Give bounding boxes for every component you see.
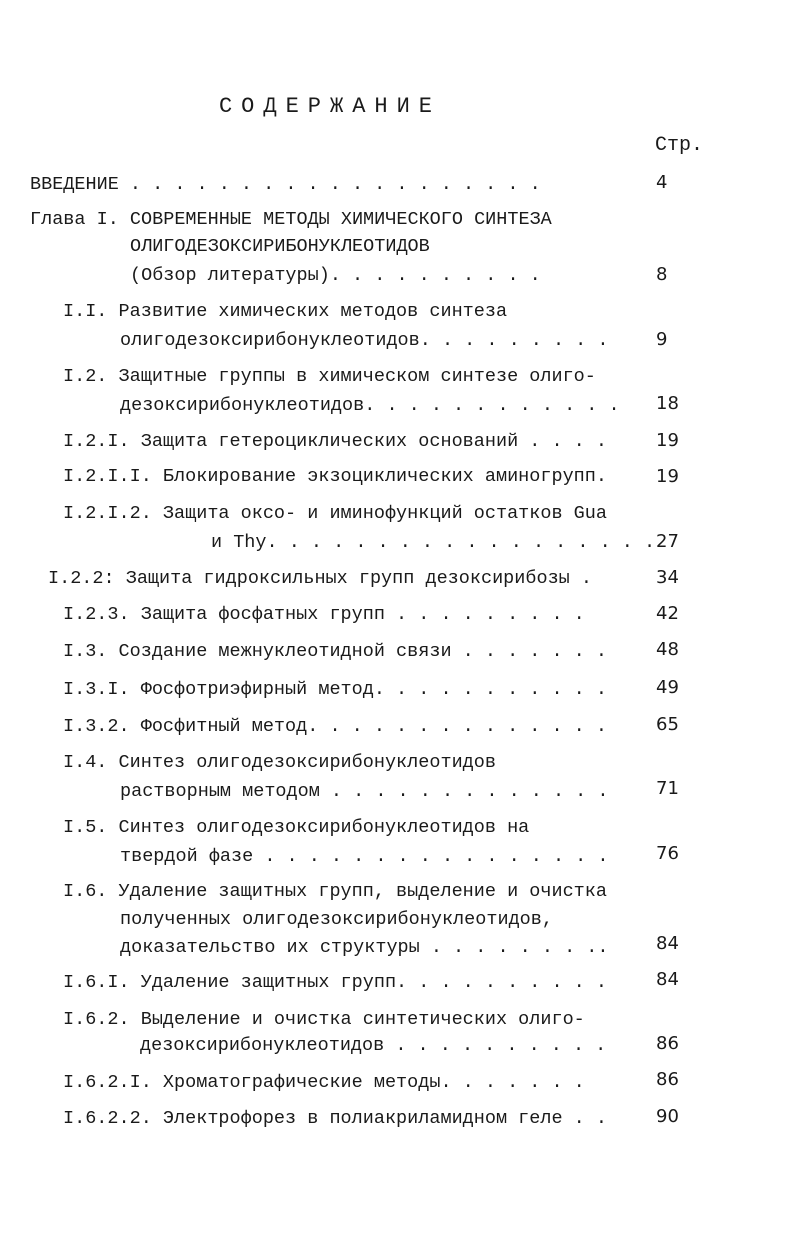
toc-entry-line: I.4. Синтез олигодезоксирибонуклеотидов: [63, 752, 496, 773]
toc-entry-line: I.6.2.I. Хроматографические методы. . . . . . .: [63, 1072, 585, 1093]
toc-entry-line: I.2. Защитные группы в химическом синтезе олиго-: [63, 366, 596, 387]
toc-entry-line: дезоксирибонуклеотидов. . . . . . . . . . . .: [120, 395, 620, 416]
toc-entry-line: I.6.2.2. Электрофорез в полиакриламидном геле . .: [63, 1108, 607, 1129]
toc-page-number: 86: [656, 1069, 679, 1090]
toc-page-number: 65: [656, 714, 679, 735]
toc-entry-line: Глава I. СОВРЕМЕННЫЕ МЕТОДЫ ХИМИЧЕСКОГО СИНТЕЗА: [30, 209, 552, 230]
toc-entry-line: ОЛИГОДЕЗОКСИРИБОНУКЛЕОТИДОВ: [130, 236, 430, 257]
toc-page-number: 84: [656, 933, 679, 954]
toc-entry-line: растворным методом . . . . . . . . . . . . .: [120, 781, 609, 802]
toc-entry-line: I.I. Развитие химических методов синтеза: [63, 301, 508, 322]
toc-entry-line: I.6.2. Выделение и очистка синтетических олиго-: [63, 1009, 585, 1030]
page-title: СОДЕРЖАНИЕ: [218, 94, 442, 119]
toc-page-number: 86: [656, 1033, 679, 1054]
toc-entry-line: олигодезоксирибонуклеотидов. . . . . . . . .: [120, 330, 609, 351]
toc-entry-line: ВВЕДЕНИЕ . . . . . . . . . . . . . . . . . . .: [30, 174, 541, 195]
toc-entry-line: (Обзор литературы). . . . . . . . . .: [130, 265, 541, 286]
toc-entry-line: и Thy. . . . . . . . . . . . . . . . . .: [211, 532, 656, 553]
toc-entry-line: I.3. Создание межнуклеотидной связи . . . . . . .: [63, 641, 607, 662]
toc-entry-line: I.6. Удаление защитных групп, выделение и очистка: [63, 881, 607, 902]
toc-entry-line: I.6.I. Удаление защитных групп. . . . . . . . . .: [63, 972, 607, 993]
toc-page-number: 9: [656, 329, 668, 350]
toc-entry-line: I.2.I. Защита гетероциклических оснований . . . .: [63, 431, 607, 452]
toc-page-number: 48: [656, 639, 679, 660]
toc-entry-line: полученных олигодезоксирибонуклеотидов,: [120, 909, 553, 930]
toc-page-number: 8: [656, 264, 668, 285]
toc-entry-line: твердой фазе . . . . . . . . . . . . . . . .: [120, 846, 609, 867]
toc-page-number: 19: [656, 430, 679, 451]
toc-entry-line: I.3.2. Фосфитный метод. . . . . . . . . . . . . .: [63, 716, 607, 737]
toc-entry-line: дезоксирибонуклеотидов . . . . . . . . . .: [140, 1035, 607, 1056]
toc-page-number: 90: [656, 1106, 679, 1127]
toc-page-number: 49: [656, 677, 679, 698]
toc-page-number: 42: [656, 603, 679, 624]
toc-page-number: 4: [656, 172, 668, 193]
toc-page-number: 84: [656, 969, 679, 990]
toc-entry-line: I.2.I.I. Блокирование экзоциклических аминогрупп.: [63, 466, 607, 487]
toc-page-number: 27: [656, 531, 679, 552]
toc-entry-line: I.2.I.2. Защита оксо- и иминофункций остатков Gua: [63, 503, 607, 524]
toc-entry-line: I.2.3. Защита фосфатных групп . . . . . . . . .: [63, 604, 585, 625]
toc-page-number: 71: [656, 778, 679, 799]
toc-entry-line: I.5. Синтез олигодезоксирибонуклеотидов на: [63, 817, 530, 838]
toc-page-number: 18: [656, 393, 679, 414]
toc-entry-line: доказательство их структуры . . . . . . . ..: [120, 937, 609, 958]
toc-page-number: 34: [656, 567, 679, 588]
toc-page-number: 76: [656, 843, 679, 864]
toc-entry-line: I.3.I. Фосфотриэфирный метод. . . . . . . . . . .: [63, 679, 607, 700]
page-column-label: Стр.: [655, 134, 704, 157]
toc-page-number: 19: [656, 466, 679, 487]
toc-entry-line: I.2.2: Защита гидроксильных групп дезоксирибозы .: [48, 568, 592, 589]
